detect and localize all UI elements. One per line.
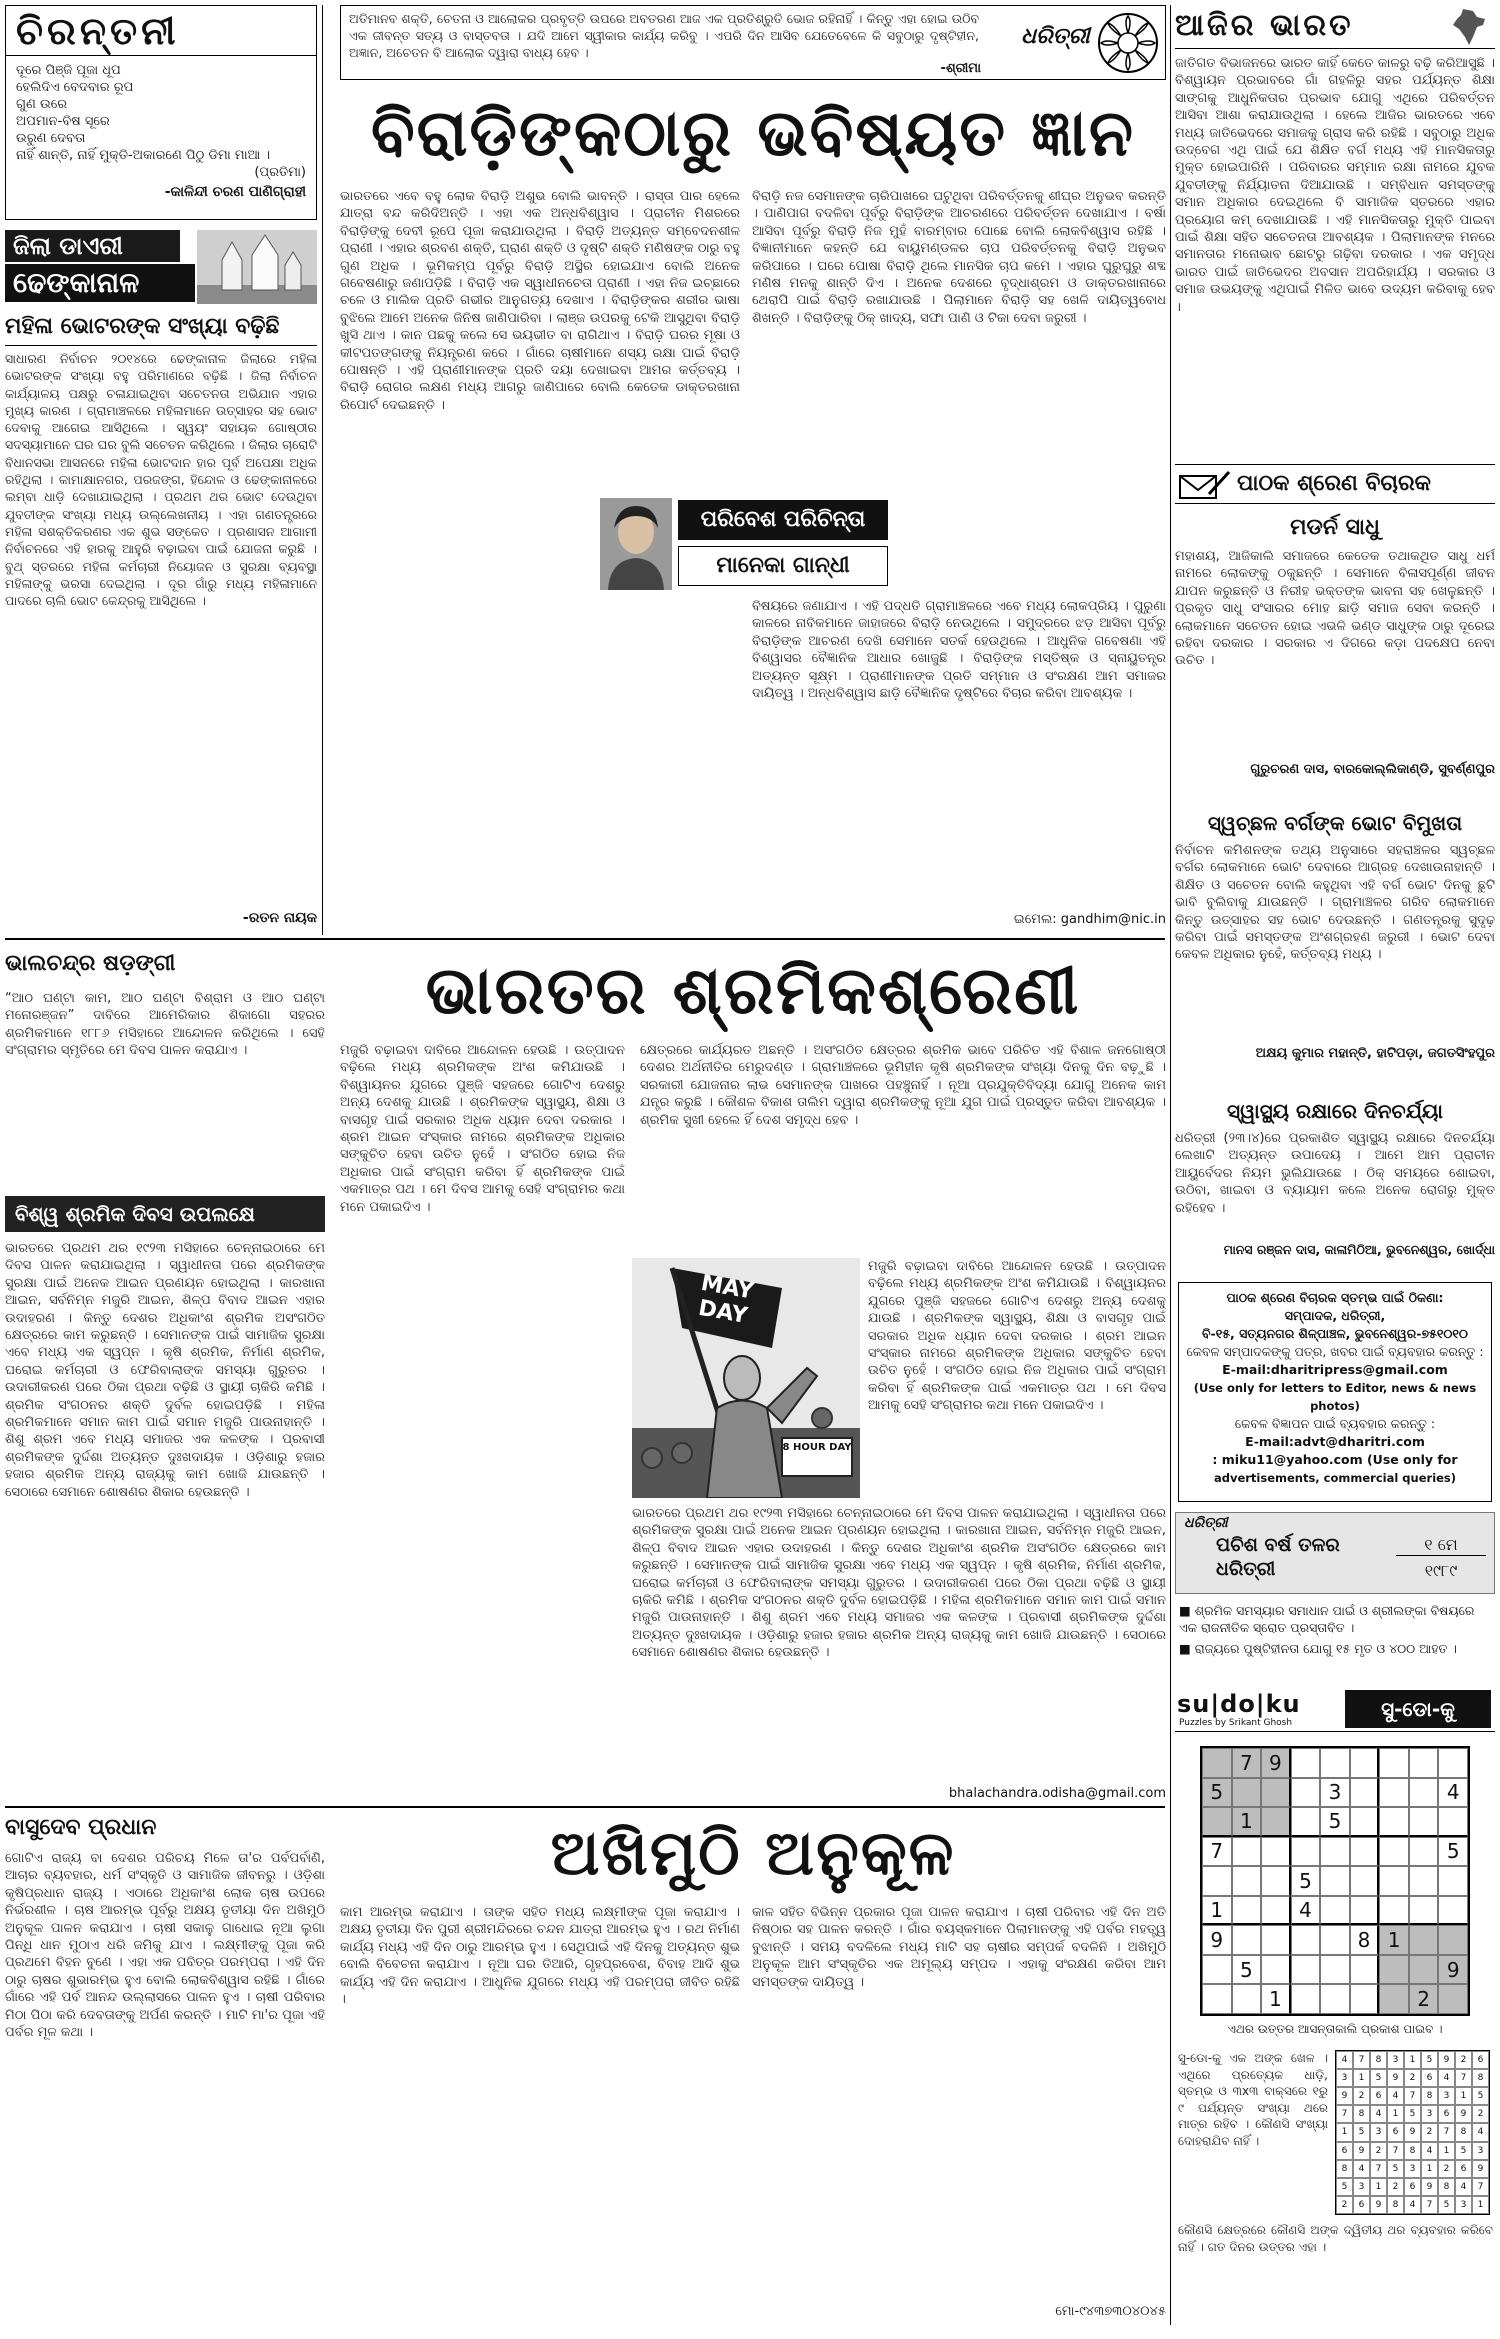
sudoku-answer-cell: 5 — [1353, 2123, 1370, 2141]
advt-email-link[interactable]: : miku11@yahoo.com (Use only for — [1212, 1452, 1458, 1467]
may-day-sign-text: 8 HOUR DAY — [782, 1442, 852, 1453]
sudoku-answer-cell: 7 — [1455, 2069, 1472, 2087]
chirantani-title: ଚିରନ୍ତନୀ — [6, 6, 316, 56]
letter-author: ମାନସ ରଞ୍ଜନ ଦାସ, କାଳାମିଠିଆ, ଭୁବନେଶ୍ୱର, ଖୋର୍ଦ୍ଧା — [1223, 1242, 1495, 1257]
sudoku-cell[interactable] — [1232, 1984, 1262, 2014]
sudoku-cell[interactable] — [1438, 1807, 1468, 1837]
envelope-pen-icon — [1179, 470, 1231, 500]
sudoku-cell[interactable] — [1409, 1866, 1439, 1896]
sudoku-answer-cell: 1 — [1336, 2123, 1353, 2141]
letter-health — [1175, 1096, 1495, 1271]
sudoku-answer-cell: 6 — [1336, 2142, 1353, 2160]
poem-line: ହେଲିଦିଏ ବେଦବାର ରୂପ — [16, 80, 134, 95]
sudoku-cell[interactable] — [1438, 1748, 1468, 1778]
sudoku-cell[interactable] — [1350, 1955, 1380, 1985]
poem-line: ଗୁଣ ଉରେ — [16, 97, 68, 112]
article3-col1: ଗୋଟିଏ ରାଜ୍ୟ ବା ଦେଶର ପରିଚୟ ମିଳେ ତା'ର ପର୍ବପର୍ବାଣି, ଆଚାର ବ୍ୟବହାର, ଧର୍ମ ସଂସ୍କୃତି ଓ ସାମାଜିକ ଜୀବନରୁ । ଓଡ଼ିଶା କୃଷିପ୍ରଧାନ ରାଜ୍ୟ । ଏଠାରେ ଅଧିକାଂଶ ଲୋକ ଚାଷ ଉପରେ ନିର୍ଭରଶୀଳ । ଚାଷ ଆରମ୍ଭ ପୂର୍ବରୁ ଅକ୍ଷୟ ତୃତୀୟା ଦିନ ଅଖିମୁଠି ଅନୁକୂଳ ପାଳନ କରାଯାଏ । ଚାଷୀ ସକାଳୁ ଗାଧୋଇ ନୂଆ ଲୁଗା ପିନ୍ଧି ଧାନ ମୁଠାଏ ଧରି ଜମିକୁ ଯାଏ । ଲକ୍ଷ୍ମୀଙ୍କୁ ପୂଜା କରି ପ୍ରଥମେ ବିହନ ବୁଣେ । ଏହା ଏକ ପବିତ୍ର ପରମ୍ପରା । ଏହି ଦିନ ଠାରୁ ଚାଷର ଶୁଭାରମ୍ଭ ହୁଏ ବୋଲି ଲୋକବିଶ୍ୱାସ ରହିଛି । ଗାଁରେ ଗାଁରେ ଏହି ପର୍ବ ଆନନ୍ଦ ଉଲ୍ଲାସରେ ପାଳନ ହୁଏ । ଚାଷୀ ପରିବାର ମିଠା ପିଠା କରି ଦେବତାଙ୍କୁ ଅର୍ପଣ କରନ୍ତି । ମାଟି ମା'ର ପୂଜା ଏହି ପର୍ବର ମୂଳ କଥା । — [5, 1851, 325, 2041]
sudoku-answer-cell: 2 — [1387, 2178, 1404, 2196]
poem-line: ଦୂରେ ପିଞ୍ଜି ପୂଜା ଧୂପ — [16, 63, 121, 78]
sudoku-cell[interactable] — [1232, 1896, 1262, 1926]
ajira-bharat-body: ଜାତିଗତ ବିଭାଜନରେ ଭାରତ କାହିଁ କେତେ କାଳରୁ ବଢ଼ି କରିଆସୁଛି । ବିଶ୍ୱାୟନ ପ୍ରଭାବରେ ଗାଁ ଗହଳିରୁ ସହର ପର୍ଯ୍ୟନ୍ତ ଶିକ୍ଷା ସାଙ୍ଗକୁ ଆଧୁନିକତାର ପ୍ରଭାବ ଯୋଗୁ ଏଥିରେ ପରିବର୍ତ୍ତନ ଆସିବା ଆଶା କରାଯାଉଥିଲା । ହେଲେ ଆଜିର ଭାରତରେ ଏବେ ମଧ୍ୟ ଜାତିଭେଦରେ ସମାଜକୁ ଗ୍ରାସ କରି ରହିଛି । ସବୁଠାରୁ ଅଧିକ ଉଦ୍ବେଗ ଏଥି ପାଇଁ ଯେ ଶିକ୍ଷିତ ବର୍ଗ ମଧ୍ୟ ଏହି ମାନସିକତାରୁ ମୁକ୍ତ ହୋଇପାରିନି । ପରିବାରର ସମ୍ମାନ ରକ୍ଷା ନାମରେ ଯୁବକ ଯୁବତୀଙ୍କୁ ନିର୍ଯ୍ୟାତନା ଦିଆଯାଉଛି । ସମ୍ବିଧାନ ସମସ୍ତଙ୍କୁ ସମାନ ଅଧିକାର ଦେଇଥିଲେ ବି ସାମାଜିକ ସ୍ତରରେ ଏହାର ପ୍ରୟୋଗ କମ୍ ଦେଖାଯାଉଛି । ଏହି ମାନସିକତାରୁ ମୁକ୍ତି ପାଇବା ପାଇଁ ଶିକ୍ଷା ସହିତ ସଚେତନତା ଆବଶ୍ୟକ । ପିଲାମାନଙ୍କ ମନରେ ସମାନତାର ମନୋଭାବ ଛୋଟରୁ ଗଢ଼ିବା ଦରକାର । ଏକ ସମୃଦ୍ଧ ଭାରତ ପାଇଁ ଜାତିଭେଦର ଅବସାନ ଅପରିହାର୍ଯ୍ୟ । ସରକାର ଓ ସମାଜ ଉଭୟଙ୍କୁ ଏଥିପାଇଁ ମିଳିତ ଭାବେ ଉଦ୍ୟମ କରିବାକୁ ହେବ । — [1175, 56, 1495, 315]
sudoku-answer-cell: 6 — [1404, 2178, 1421, 2196]
sudoku-answer-cell: 5 — [1421, 2051, 1438, 2069]
sudoku-byline: Puzzles by Srikant Ghosh — [1179, 1718, 1293, 1728]
letter-title: ସ୍ୱାସ୍ଥ୍ୟ ରକ୍ଷାରେ ଦିନଚର୍ଯ୍ୟା — [1227, 1099, 1443, 1123]
sudoku-answer-cell: 6 — [1421, 2069, 1438, 2087]
sudoku-cell[interactable]: 5 — [1291, 1866, 1321, 1896]
sudoku-cell[interactable] — [1409, 1837, 1439, 1867]
sudoku-cell[interactable]: 3 — [1320, 1778, 1350, 1808]
column-badge — [600, 498, 890, 590]
sudoku-cell[interactable]: 9 — [1438, 1955, 1468, 1985]
sudoku-cell[interactable] — [1291, 1807, 1321, 1837]
quote-author: -ଶ୍ରୀମା — [940, 61, 981, 76]
sudoku-cell[interactable] — [1202, 1866, 1232, 1896]
sudoku-answer-cell: 3 — [1404, 2160, 1421, 2178]
sudoku-cell[interactable] — [1320, 1984, 1350, 2014]
sudoku-cell[interactable]: 4 — [1438, 1778, 1468, 1808]
sudoku-cell[interactable]: 4 — [1291, 1896, 1321, 1926]
sudoku-answer-cell: 2 — [1404, 2069, 1421, 2087]
sudoku-cell[interactable] — [1261, 1778, 1291, 1808]
ajira-bharat-header — [1175, 5, 1495, 49]
sudoku-answer-cell: 2 — [1353, 2087, 1370, 2105]
poem-line: ଅପମାନ-ବିଷ ସୂରେ — [16, 114, 110, 129]
sudoku-cell[interactable] — [1379, 1748, 1409, 1778]
sudoku-answer-cell: 4 — [1387, 2087, 1404, 2105]
anniversary-item-text: ଶ୍ରମିକ ସମସ୍ୟାର ସମାଧାନ ପାଇଁ ଓ ଶ୍ରୀଲଙ୍କା ବିଷୟରେ ଏକ ରାଜନୀତିକ ସ୍ରୋତ ପ୍ରସ୍ତାବିତ । — [1179, 1603, 1475, 1635]
sudoku-answer-cell: 5 — [1387, 2160, 1404, 2178]
article1-headline: ବିରାଡ଼ିଙ୍କଠାରୁ ଭବିଷ୍ୟତ ଜ୍ଞାନ — [371, 97, 1135, 171]
sudoku-cell[interactable] — [1350, 1837, 1380, 1867]
sudoku-answer-cell: 6 — [1438, 2105, 1455, 2123]
sudoku-answer-cell: 1 — [1438, 2142, 1455, 2160]
sudoku-cell[interactable] — [1202, 1748, 1232, 1778]
sudoku-cell[interactable] — [1379, 1807, 1409, 1837]
pathak-header — [1175, 464, 1495, 504]
author-photo — [600, 498, 672, 590]
sudoku-answer-cell: 3 — [1455, 2196, 1472, 2214]
sudoku-answer-cell: 8 — [1421, 2087, 1438, 2105]
sudoku-answer-cell: 7 — [1353, 2051, 1370, 2069]
sudoku-cell[interactable] — [1232, 1925, 1262, 1955]
sudoku-brand: su|do|ku — [1177, 1690, 1301, 1718]
sudoku-cell[interactable] — [1350, 1866, 1380, 1896]
address-line: କେବଳ ସମ୍ପାଦକଙ୍କୁ ପତ୍ର, ଖବର ପାଇଁ ବ୍ୟବହାର କରନ୍ତୁ : — [1186, 1344, 1484, 1359]
sudoku-cell[interactable] — [1261, 1837, 1291, 1867]
sudoku-answer-cell: 1 — [1353, 2069, 1370, 2087]
sudoku-answer-cell: 1 — [1404, 2051, 1421, 2069]
sudoku-cell[interactable] — [1320, 1955, 1350, 1985]
author-name: ମାନେକା ଗାନ୍ଧୀ — [678, 546, 888, 586]
sudoku-answer-cell: 2 — [1455, 2051, 1472, 2069]
sudoku-answer-cell: 5 — [1370, 2069, 1387, 2087]
sudoku-cell[interactable] — [1350, 1748, 1380, 1778]
sudoku-cell[interactable] — [1320, 1748, 1350, 1778]
sudoku-cell[interactable] — [1438, 1925, 1468, 1955]
temple-photo — [197, 230, 317, 304]
sudoku-answer-cell: 1 — [1472, 2196, 1489, 2214]
sudoku-cell[interactable] — [1379, 1837, 1409, 1867]
sudoku-answer-cell: 7 — [1438, 2123, 1455, 2141]
chirantani-box — [5, 5, 317, 220]
article2-col3b: ମଜୁରି ବଢ଼ାଇବା ଦାବିରେ ଆନ୍ଦୋଳନ ହେଉଛି । ଉତ୍ପାଦନ ବଢ଼ିଲେ ମଧ୍ୟ ଶ୍ରମିକଙ୍କ ଅଂଶ କମିଯାଉଛି । ବିଶ୍ୱାୟନର ଯୁଗରେ ପୁଞ୍ଜି ସହଜରେ ଗୋଟିଏ ଦେଶରୁ ଅନ୍ୟ ଦେଶକୁ ଯାଉଛି । ଶ୍ରମିକଙ୍କ ସ୍ୱାସ୍ଥ୍ୟ, ଶିକ୍ଷା ଓ ବାସଗୃହ ପାଇଁ ସରକାର ଅଧିକ ଧ୍ୟାନ ଦେବା ଦରକାର । ଶ୍ରମ ଆଇନ ସଂସ୍କାର ନାମରେ ଶ୍ରମିକଙ୍କ ଅଧିକାର ସଙ୍କୁଚିତ ହେବା ଉଚିତ ନୁହେଁ । ସଂଗଠିତ ହୋଇ ନିଜ ଅଧିକାର ପାଇଁ ସଂଗ୍ରାମ କରିବା ହିଁ ଶ୍ରମିକଙ୍କ ପାଇଁ ଏକମାତ୍ର ପଥ । ମେ ଦିବସ ଆମକୁ ସେହି ସଂଗ୍ରାମର କଥା ମନେ ପକାଇଦିଏ । — [868, 1259, 1166, 1414]
ajira-bharat-title: ଆଜିର ଭାରତ — [1175, 8, 1354, 43]
sudoku-cell[interactable] — [1261, 1807, 1291, 1837]
letter-body: ନିର୍ବାଚନ କମିଶନଙ୍କ ତଥ୍ୟ ଅନୁସାରେ ସହରାଞ୍ଚଳର ସ୍ୱଚ୍ଛଳ ବର୍ଗର ଲୋକମାନେ ଭୋଟ ଦେବାରେ ଆଗ୍ରହ ଦେଖାଉନାହାନ୍ତି । ଶିକ୍ଷିତ ଓ ସଚେତନ ବୋଲି କହୁଥିବା ଏହି ବର୍ଗ ଭୋଟ ଦିନକୁ ଛୁଟି ଭାବି ବୁଲିବାକୁ ଯାଉଛନ୍ତି । ଗ୍ରାମାଞ୍ଚଳର ଗରିବ ଲୋକମାନେ କିନ୍ତୁ ଉତ୍ସାହର ସହ ଭୋଟ ଦେଉଛନ୍ତି । ଗଣତନ୍ତ୍ରକୁ ସୁଦୃଢ଼ କରିବା ପାଇଁ ସମସ୍ତଙ୍କ ଅଂଶଗ୍ରହଣ ଜରୁରୀ । ଭୋଟ ଦେବା କେବଳ ଅଧିକାର ନୁହେଁ, କର୍ତ୍ତବ୍ୟ ମଧ୍ୟ । — [1175, 843, 1495, 963]
sudoku-answer-cell: 7 — [1421, 2196, 1438, 2214]
mahila-headline: ମହିଳା ଭୋଟରଙ୍କ ସଂଖ୍ୟା ବଢ଼ିଛି — [5, 312, 317, 346]
sudoku-answer-cell: 4 — [1421, 2142, 1438, 2160]
sudoku-answer-cell: 2 — [1370, 2142, 1387, 2160]
sudoku-cell[interactable] — [1232, 1778, 1262, 1808]
sudoku-cell[interactable] — [1350, 1778, 1380, 1808]
article3-col2: କାମ ଆରମ୍ଭ କରାଯାଏ । ତାଙ୍କ ସହିତ ମଧ୍ୟ ଲକ୍ଷ୍ମୀଙ୍କ ପୂଜା କରାଯାଏ । ଅକ୍ଷୟ ତୃତୀୟା ଦିନ ପୁରୀ ଶ୍ରୀମନ୍ଦିରରେ ଚନ୍ଦନ ଯାତ୍ରା ଆରମ୍ଭ ହୁଏ । ରଥ ନିର୍ମାଣ କାର୍ଯ୍ୟ ମଧ୍ୟ ଏହି ଦିନ ଠାରୁ ଆରମ୍ଭ ହୁଏ । ସେଥିପାଇଁ ଏହି ଦିନକୁ ଅତ୍ୟନ୍ତ ଶୁଭ ବୋଲି ବିବେଚନା କରାଯାଏ । ନୂଆ ଘର ତିଆରି, ଗୃହପ୍ରବେଶ, ବିବାହ ଆଦି ଶୁଭ କାର୍ଯ୍ୟ ଏହି ଦିନ କରାଯାଏ । ଆଧୁନିକ ଯୁଗରେ ମଧ୍ୟ ଏହି ପରମ୍ପରା ଜୀବିତ ରହିଛି । — [340, 1905, 740, 2008]
poem-line: (ପ୍ରତିମା) — [254, 165, 306, 180]
mahila-author: -ରତନ ନାୟକ — [242, 910, 317, 926]
sudoku-answer-cell: 4 — [1370, 2105, 1387, 2123]
sudoku-cell[interactable] — [1350, 1807, 1380, 1837]
article1-email: ଇମେଲ: gandhim@nic.in — [1013, 912, 1166, 927]
letter-title: ମଡର୍ନ ସାଧୁ — [1290, 515, 1380, 540]
anniversary-box — [1175, 1512, 1495, 1672]
sudoku-answer-cell: 8 — [1472, 2069, 1489, 2087]
sudoku-cell[interactable]: 5 — [1320, 1807, 1350, 1837]
sudoku-cell[interactable] — [1438, 1984, 1468, 2014]
sudoku-cell[interactable] — [1379, 1778, 1409, 1808]
sudoku-answer-cell: 3 — [1336, 2069, 1353, 2087]
sudoku-cell[interactable]: 8 — [1350, 1925, 1380, 1955]
sudoku-cell[interactable]: 1 — [1232, 1807, 1262, 1837]
sudoku-cell[interactable]: 7 — [1202, 1837, 1232, 1867]
article2-col3: କ୍ଷେତ୍ରରେ କାର୍ଯ୍ୟରତ ଅଛନ୍ତି । ଅସଂଗଠିତ କ୍ଷେତ୍ରର ଶ୍ରମିକ ଭାବେ ପରିଚିତ ଏହି ବିଶାଳ ଜନଗୋଷ୍ଠୀ ଦେଶର ଅର୍ଥନୀତିର ମେରୁଦଣ୍ଡ । ଗ୍ରାମାଞ୍ଚଳରେ ଭୂମିହୀନ କୃଷି ଶ୍ରମିକଙ୍କ ସଂଖ୍ୟା ଦିନକୁ ଦିନ ବଢ଼ୁଛି । ସରକାରୀ ଯୋଜନାର ଲାଭ ସେମାନଙ୍କ ପାଖରେ ପହଞ୍ଚୁନାହିଁ । ନୂଆ ପ୍ରଯୁକ୍ତିବିଦ୍ୟା ଯୋଗୁ ଅନେକ କାମ ଯନ୍ତ୍ର କରୁଛି । କୌଶଳ ବିକାଶ ତାଲିମ ଦ୍ୱାରା ଶ୍ରମିକଙ୍କୁ ନୂଆ ଯୁଗ ପାଇଁ ପ୍ରସ୍ତୁତ କରିବା ଆବଶ୍ୟକ । ଶ୍ରମିକ ସୁଖୀ ହେଲେ ହିଁ ଦେଶ ସମୃଦ୍ଧ ହେବ । — [640, 1043, 1166, 1128]
sudoku-answer-cell: 1 — [1421, 2160, 1438, 2178]
sudoku-answer-cell: 5 — [1472, 2087, 1489, 2105]
sudoku-answer-cell: 5 — [1404, 2105, 1421, 2123]
sudoku-cell[interactable] — [1320, 1866, 1350, 1896]
sudoku-cell[interactable] — [1409, 1748, 1439, 1778]
district-name: ଢେଙ୍କାନାଳ — [5, 264, 195, 302]
anniversary-item: ■ ଶ୍ରମିକ ସମସ୍ୟାର ସମାଧାନ ପାଇଁ ଓ ଶ୍ରୀଲଙ୍କା ବିଷୟରେ ଏକ ରାଜନୀତିକ ସ୍ରୋତ ପ୍ରସ୍ତାବିତ । — [1179, 1603, 1475, 1635]
sudoku-cell[interactable] — [1350, 1896, 1380, 1926]
sudoku-answer-cell: 2 — [1421, 2123, 1438, 2141]
anniversary-brand: ଧରିତ୍ରୀ — [1184, 1515, 1228, 1531]
sudoku-cell[interactable] — [1261, 1866, 1291, 1896]
divider-vertical — [322, 5, 323, 935]
sudoku-answer-cell: 9 — [1421, 2178, 1438, 2196]
advt-email-link[interactable]: E-mail:advt@dharitri.com — [1245, 1434, 1425, 1449]
article3-headline: ଅଖିମୁଠି ଅନୁକୂଳ — [550, 1816, 956, 1889]
anniversary-item-text: ରାଜ୍ୟରେ ପୁଷ୍ଟିହୀନତା ଯୋଗୁ ୧୫ ମୃତ ଓ ୪୦୦ ଆହତ । — [1194, 1641, 1458, 1656]
article3-phone: ମୋ-୯୪୩୭୩୦୪୦୪୫ — [1055, 2304, 1166, 2319]
sudoku-cell[interactable] — [1409, 1955, 1439, 1985]
sudoku-answer-cell: 8 — [1455, 2123, 1472, 2141]
sudoku-cell[interactable] — [1409, 1778, 1439, 1808]
letter-body: ମହାଶୟ, ଆଜିକାଲି ସମାଜରେ କେତେକ ତଥାକଥିତ ସାଧୁ ଧର୍ମ ନାମରେ ଲୋକଙ୍କୁ ଠକୁଛନ୍ତି । ସେମାନେ ବିଳାସପୂର୍ଣ୍ଣ ଜୀବନ ଯାପନ କରୁଛନ୍ତି ଓ ନିରୀହ ଭକ୍ତଙ୍କ ଭାବନା ସହ ଖେଳୁଛନ୍ତି । ପ୍ରକୃତ ସାଧୁ ସଂସାରର ମୋହ ଛାଡ଼ି ସମାଜ ସେବା କରନ୍ତି । ଲୋକମାନେ ସଚେତନ ହୋଇ ଏଭଳି ଭଣ୍ଡ ସାଧୁଙ୍କ ଠାରୁ ଦୂରେଇ ରହିବା ଦରକାର । ସରକାର ଏ ଦିଗରେ କଡ଼ା ପଦକ୍ଷେପ ନେବା ଉଚିତ । — [1175, 549, 1495, 669]
sudoku-answer-cell: 6 — [1353, 2196, 1370, 2214]
sudoku-cell[interactable] — [1261, 1925, 1291, 1955]
sudoku-answer-cell: 6 — [1455, 2160, 1472, 2178]
sudoku-cell[interactable] — [1379, 1866, 1409, 1896]
poem-author: -କାଳିନ୍ଦୀ ଚରଣ ପାଣିଗ୍ରାହୀ — [164, 184, 306, 200]
sudoku-cell[interactable] — [1438, 1866, 1468, 1896]
letter-author: ଅକ୍ଷୟ କୁମାର ମହାନ୍ତି, ହାଟିପଡ଼ା, ଜଗତସିଂହପୁର — [1255, 1046, 1495, 1061]
india-map-icon — [1449, 7, 1489, 47]
letter-author: ଗୁରୁଚରଣ ଦାସ, ବାରକୋଲ୍ଲିକାଣ୍ଡି, ସୁବର୍ଣ୍ଣପୁର — [1250, 762, 1495, 777]
sudoku-cell[interactable] — [1409, 1807, 1439, 1837]
sudoku-answer-cell: 4 — [1472, 2123, 1489, 2141]
sudoku-answer-cell: 8 — [1387, 2196, 1404, 2214]
sudoku-footer: କୌଣସି କ୍ଷେତ୍ରରେ କୌଣସି ଅଙ୍କ ଦ୍ୱିତୀୟ ଥର ବ୍ୟବହାର କରିବେ ନାହିଁ । ଗତ ଦିନର ଉତ୍ତର ଏହା । — [1178, 2223, 1493, 2254]
anniversary-banner — [1175, 1512, 1495, 1594]
sudoku-cell[interactable] — [1291, 1925, 1321, 1955]
sudoku-answer-cell: 2 — [1438, 2160, 1455, 2178]
sudoku-cell[interactable] — [1202, 1955, 1232, 1985]
sudoku-cell[interactable] — [1291, 1778, 1321, 1808]
poem-line: ନାହିଁ ଶାନ୍ତି, ନାହିଁ ମୁକ୍ତି-ଅକାରଣେ ପିଠୁ ଡିମା ମାଆ । — [16, 148, 271, 163]
divider-horizontal — [5, 938, 1165, 940]
sudoku-cell[interactable] — [1291, 1837, 1321, 1867]
sudoku-answer-cell: 4 — [1336, 2051, 1353, 2069]
sudoku-cell[interactable] — [1291, 1984, 1321, 2014]
editor-email-link[interactable]: E-mail:dharitripress@gmail.com — [1222, 1362, 1448, 1377]
sudoku-answer-cell: 8 — [1370, 2051, 1387, 2069]
address-line: ସମ୍ପାଦକ, ଧରିତ୍ରୀ, — [1284, 1308, 1386, 1323]
sudoku-answer-cell: 9 — [1438, 2051, 1455, 2069]
sudoku-answer-cell: 3 — [1370, 2123, 1387, 2141]
sudoku-answer-cell: 7 — [1336, 2105, 1353, 2123]
pathak-title: ପାଠକ ଶ୍ରେଣ ବିଚାରକ — [1237, 471, 1431, 496]
article1-col2: ବିରାଡ଼ି ନଜ ସେମାନଙ୍କ ଚାରିପାଖରେ ଘଟୁଥିବା ପରିବର୍ତ୍ତନକୁ ଶୀଘ୍ର ଅନୁଭବ କରନ୍ତି । ପାଣିପାଗ ବଦଳିବା ପୂର୍ବରୁ ବିରାଡ଼ିଙ୍କ ଆଚରଣରେ ପରିବର୍ତ୍ତନ ଦେଖାଯାଏ । ବର୍ଷା ଆସିବା ପୂର୍ବରୁ ବିରାଡ଼ି ନିଜ ମୁହଁ ବାରମ୍ବାର ପୋଛେ ବୋଲି ଲୋକବିଶ୍ୱାସ ରହିଛି । ବିଜ୍ଞାନୀମାନେ କହନ୍ତି ଯେ ବାୟୁମଣ୍ଡଳର ଚାପ ପରିବର୍ତ୍ତନକୁ ବିରାଡ଼ି ଅନୁଭବ କରିପାରେ । ଘରେ ପୋଷା ବିରାଡ଼ି ଥିଲେ ମାନସିକ ଚାପ କମେ । ଏହାର ଘୁରୁଘୁରୁ ଶବ୍ଦ ମଣିଷ ମନକୁ ଶାନ୍ତି ଦିଏ । ଅନେକ ଦେଶରେ ବୃଦ୍ଧାଶ୍ରମ ଓ ଡାକ୍ତରଖାନାରେ ଥେରାପି ପାଇଁ ବିରାଡ଼ି ରଖାଯାଉଛି । ପିଲାମାନେ ବିରାଡ଼ି ସହ ଖେଳି ଦାୟିତ୍ୱବୋଧ ଶିଖନ୍ତି । ବିରାଡ଼ିଙ୍କୁ ଠିକ୍ ଖାଦ୍ୟ, ସଫା ପାଣି ଓ ଟିକା ଦେବା ଜରୁରୀ । — [752, 189, 1166, 326]
sudoku-answer-cell: 2 — [1336, 2196, 1353, 2214]
sudoku-answer-cell: 4 — [1455, 2178, 1472, 2196]
poem-line: ଉରୁଣ ଦେବତା — [16, 131, 86, 146]
article3-byline: ବାସୁଦେବ ପ୍ରଧାନ — [5, 1815, 157, 1840]
sudoku-cell[interactable]: 5 — [1438, 1837, 1468, 1867]
mahila-article — [5, 312, 317, 932]
sudoku-cell[interactable] — [1379, 1896, 1409, 1926]
sudoku-answer-cell: 6 — [1387, 2123, 1404, 2141]
sudoku-answer-cell: 3 — [1438, 2087, 1455, 2105]
mahila-body: ସାଧାରଣ ନିର୍ବାଚନ ୨୦୧୪ରେ ଢେଙ୍କାନାଳ ଜିଲାରେ ମହିଳା ଭୋଟରଙ୍କ ସଂଖ୍ୟା ବହୁ ପରିମାଣରେ ବଢ଼ିଛି । ଜିଲା ନିର୍ବାଚନ କାର୍ଯ୍ୟାଳୟ ପକ୍ଷରୁ ଚଳାଯାଇଥିବା ସଚେତନତା ଅଭିଯାନ ଏହାର ମୁଖ୍ୟ କାରଣ । ଗ୍ରାମାଞ୍ଚଳରେ ମହିଳାମାନେ ଉତ୍ସାହର ସହ ଭୋଟ ଦେବାକୁ ଆଗେଇ ଆସିଥିଲେ । ସ୍ୱୟଂ ସହାୟକ ଗୋଷ୍ଠୀର ସଦସ୍ୟାମାନେ ଘର ଘର ବୁଲି ସଚେତନ କରିଥିଲେ । ଜିଲାର ଚାରୋଟି ବିଧାନସଭା ଆସନରେ ମହିଳା ଭୋଟଦାନ ହାର ପୂର୍ବ ଅପେକ୍ଷା ଅଧିକ ରହିଥିଲା । କାମାକ୍ଷାନଗର, ପରଜଙ୍ଗ, ହିନ୍ଦୋଳ ଓ ଢେଙ୍କାନାଳରେ ଲମ୍ବା ଧାଡ଼ି ଦେଖାଯାଇଥିଲା । ପ୍ରଥମ ଥର ଭୋଟ ଦେଉଥିବା ଯୁବତୀଙ୍କ ସଂଖ୍ୟା ମଧ୍ୟ ଉଲ୍ଲେଖନୀୟ । ଏହା ଗଣତନ୍ତ୍ରରେ ମହିଳା ସଶକ୍ତିକରଣର ଏକ ଶୁଭ ସଙ୍କେତ । ପ୍ରଶାସନ ଆଗାମୀ ନିର୍ବାଚନରେ ଏହି ହାରକୁ ଆହୁରି ବଢ଼ାଇବା ପାଇଁ ଯୋଜନା କରୁଛି । ବୁଥ୍ ସ୍ତରରେ ମହିଳା କର୍ମଚାରୀ ନିୟୋଜନ ଓ ସୁରକ୍ଷା ବ୍ୟବସ୍ଥା ମହିଳାଙ୍କୁ ଭରସା ଦେଇଥିଲା । ଦୂର ଗାଁରୁ ମଧ୍ୟ ମହିଳାମାନେ ପାଦରେ ଚାଲି ଭୋଟ କେନ୍ଦ୍ରକୁ ଆସିଥିଲେ । — [5, 351, 317, 609]
sudoku-cell[interactable]: 1 — [1261, 1984, 1291, 2014]
sudoku-cell[interactable]: 1 — [1202, 1896, 1232, 1926]
anniversary-year: ୧୯୮୯ — [1424, 1561, 1458, 1580]
sudoku-cell[interactable] — [1232, 1837, 1262, 1867]
sudoku-cell[interactable] — [1320, 1925, 1350, 1955]
sudoku-answer-cell: 9 — [1370, 2196, 1387, 2214]
sudoku-cell[interactable]: 1 — [1379, 1925, 1409, 1955]
sudoku-answer-cell: 5 — [1455, 2142, 1472, 2160]
sudoku-cell[interactable] — [1261, 1896, 1291, 1926]
sudoku-answer-cell: 7 — [1387, 2142, 1404, 2160]
sudoku-answer-cell: 8 — [1353, 2105, 1370, 2123]
sudoku-cell[interactable] — [1350, 1984, 1380, 2014]
jila-diary-header — [5, 230, 317, 306]
sudoku-answer-cell: 3 — [1387, 2051, 1404, 2069]
sudoku-cell[interactable] — [1202, 1807, 1232, 1837]
sudoku-answer-cell: 8 — [1438, 2178, 1455, 2196]
sudoku-answer-cell: 9 — [1455, 2105, 1472, 2123]
quote-box — [340, 5, 1166, 80]
divider-vertical — [1170, 5, 1171, 2325]
sudoku-answer-cell: 4 — [1404, 2196, 1421, 2214]
sudoku-answer-cell: 8 — [1336, 2160, 1353, 2178]
sudoku-cell[interactable] — [1379, 1984, 1409, 2014]
anniversary-title: ପଚିଶ ବର୍ଷ ତଳର ଧରିତ୍ରୀ — [1216, 1534, 1340, 1580]
sudoku-cell[interactable] — [1409, 1925, 1439, 1955]
sudoku-answer-cell: 3 — [1421, 2105, 1438, 2123]
sudoku-cell[interactable]: 7 — [1232, 1748, 1262, 1778]
jila-diary-label: ଜିଲା ଡାଏରୀ — [5, 230, 180, 262]
sudoku-answer-cell: 8 — [1404, 2142, 1421, 2160]
sudoku-cell[interactable] — [1291, 1748, 1321, 1778]
sudoku-cell[interactable] — [1202, 1984, 1232, 2014]
sudoku-answer-cell: 9 — [1387, 2069, 1404, 2087]
sudoku-note: ଏଥର ଉତ୍ତର ଆସନ୍ତାକାଲି ପ୍ରକାଶ ପାଇବ । — [1227, 2022, 1443, 2036]
may-day-flag-text: MAY DAY — [696, 1270, 756, 1329]
anniversary-date: ୧ ମେ — [1396, 1535, 1486, 1556]
article2-col4: ଭାରତରେ ପ୍ରଥମ ଥର ୧୯୨୩ ମସିହାରେ ଚେନ୍ନାଇଠାରେ ମେ ଦିବସ ପାଳନ କରାଯାଇଥିଲା । ସ୍ୱାଧୀନତା ପରେ ଶ୍ରମିକଙ୍କ ସୁରକ୍ଷା ପାଇଁ ଅନେକ ଆଇନ ପ୍ରଣୟନ ହୋଇଥିଲା । କାରଖାନା ଆଇନ, ସର୍ବନିମ୍ନ ମଜୁରି ଆଇନ, ଶିଳ୍ପ ବିବାଦ ଆଇନ ଏହାର ଉଦାହରଣ । କିନ୍ତୁ ଦେଶର ଅଧିକାଂଶ ଶ୍ରମିକ ଅସଂଗଠିତ କ୍ଷେତ୍ରରେ କାମ କରୁଛନ୍ତି । ସେମାନଙ୍କ ପାଇଁ ସାମାଜିକ ସୁରକ୍ଷା ଏବେ ମଧ୍ୟ ଏକ ସ୍ୱପ୍ନ । କୃଷି ଶ୍ରମିକ, ନିର୍ମାଣ ଶ୍ରମିକ, ଘରୋଇ କର୍ମଚାରୀ ଓ ଫେରିବାଲାଙ୍କ ସମସ୍ୟା ଗୁରୁତର । ଉଦାରୀକରଣ ପରେ ଠିକା ପ୍ରଥା ବଢ଼ିଛି ଓ ସ୍ଥାୟୀ ଚାକିରି କମିଛି । ଶ୍ରମିକ ସଂଗଠନର ଶକ୍ତି ଦୁର୍ବଳ ହୋଇପଡ଼ିଛି । ମହିଳା ଶ୍ରମିକମାନେ ସମାନ କାମ ପାଇଁ ସମାନ ମଜୁରି ପାଉନାହାନ୍ତି । ଶିଶୁ ଶ୍ରମ ଏବେ ମଧ୍ୟ ସମାଜର ଏକ କଳଙ୍କ । ପ୍ରବାସୀ ଶ୍ରମିକଙ୍କ ଦୁର୍ଦ୍ଦଶା ଅତ୍ୟନ୍ତ ଦୁଃଖଦାୟକ । ଓଡ଼ିଶାରୁ ହଜାର ହଜାର ଶ୍ରମିକ ଅନ୍ୟ ରାଜ୍ୟକୁ କାମ ଖୋଜି ଯାଉଛନ୍ତି । ସେଠାରେ ସେମାନେ ଶୋଷଣର ଶିକାର ହେଉଛନ୍ତି । — [632, 1506, 1166, 1661]
sudoku-cell[interactable]: 5 — [1202, 1778, 1232, 1808]
sudoku-answer-cell: 6 — [1472, 2051, 1489, 2069]
quote-brand: ଧରିତ୍ରୀ — [1021, 24, 1090, 49]
sudoku-cell[interactable] — [1409, 1896, 1439, 1926]
sudoku-answer-cell: 9 — [1336, 2087, 1353, 2105]
divider-horizontal — [5, 1806, 1165, 1808]
sudoku-answer-cell: 5 — [1336, 2178, 1353, 2196]
sudoku-cell[interactable] — [1232, 1866, 1262, 1896]
sudoku-answer-cell: 6 — [1370, 2087, 1387, 2105]
sudoku-grid[interactable] — [1200, 1746, 1470, 2016]
lotus-emblem-icon — [1096, 11, 1160, 75]
letter-modern-sadhu — [1175, 512, 1495, 802]
address-line: ପାଠକ ଶ୍ରେଣ ବିଚାରକ ସ୍ତମ୍ଭ ପାଇଁ ଠିକଣା: — [1226, 1290, 1444, 1305]
sudoku-cell[interactable]: 2 — [1409, 1984, 1439, 2014]
sudoku-answer-cell: 5 — [1438, 2196, 1455, 2214]
sudoku-cell[interactable] — [1438, 1896, 1468, 1926]
letter-title: ସ୍ୱଚ୍ଛଳ ବର୍ଗଙ୍କ ଭୋଟ ବିମୁଖତା — [1207, 811, 1463, 835]
sudoku-answer-cell: 7 — [1404, 2087, 1421, 2105]
quote-text: ଅତିମାନବ ଶକ୍ତି, ଚେତନା ଓ ଆଲୋକର ପ୍ରବୃତ୍ତି ଉପରେ ଅବତରଣ ଆଜ ଏକ ପ୍ରତିଶ୍ରୁତି ଭୋଜ ରହିନାହିଁ । କିନ୍ତୁ ଏହା ହୋଇ ଉଠିବ ଏକ ଜୀବନ୍ତ ସତ୍ୟ ଓ ବାସ୍ତବତା । ଯଦି ଆମେ ସ୍ୱୀକାର କାର୍ଯ୍ୟ କରିବୁ । ଏପରି ଦିନ ଆସିବ ଯେତେବେଳେ କି ସବୁଠାରୁ ଦୃଷ୍ଟିହୀନ, ଅଜ୍ଞାନ, ଅଚେତନ ବି ଆଲୋକ ଦ୍ୱାରା ବାଧ୍ୟ ହେବ । — [349, 11, 979, 60]
sudoku-title: ସୁ-ଡୋ-କୁ — [1345, 1690, 1491, 1728]
article2-byline: ଭାଲଚନ୍ଦ୍ର ଷଡ଼ଙ୍ଗୀ — [5, 951, 176, 976]
sudoku-answer-cell: 1 — [1387, 2105, 1404, 2123]
letter-body: ଧରିତ୍ରୀ (୨୩।୪)ରେ ପ୍ରକାଶିତ ସ୍ୱାସ୍ଥ୍ୟ ରକ୍ଷାରେ ଦିନଚର୍ଯ୍ୟା ଲେଖାଟି ଅତ୍ୟନ୍ତ ଉପାଦେୟ । ଆମେ ଆମ ପ୍ରାଚୀନ ଆୟୁର୍ବେଦର ନିୟମ ଭୁଲିଯାଉଛେ । ଠିକ୍ ସମୟରେ ଶୋଇବା, ଉଠିବା, ଖାଇବା ଓ ବ୍ୟାୟାମ କଲେ ଅନେକ ରୋଗରୁ ମୁକ୍ତ ରହିହେବ । — [1175, 1131, 1495, 1216]
sudoku-header — [1175, 1690, 1495, 1732]
address-box — [1178, 1282, 1492, 1502]
sudoku-answer-cell: 7 — [1370, 2160, 1387, 2178]
sudoku-answer-cell: 1 — [1370, 2178, 1387, 2196]
address-line: କେବଳ ବିଜ୍ଞାପନ ପାଇଁ ବ୍ୟବହାର କରନ୍ତୁ : — [1234, 1416, 1436, 1431]
sudoku-answer-cell: 9 — [1472, 2160, 1489, 2178]
article2-lead: “ଆଠ ଘଣ୍ଟା କାମ, ଆଠ ଘଣ୍ଟା ବିଶ୍ରାମ ଓ ଆଠ ଘଣ୍ଟା ମନୋରଞ୍ଜନ” ଦାବିରେ ଆମେରିକାର ଶିକାଗୋ ସହରର ଶ୍ରମିକମାନେ ୧୮୮୬ ମସିହାରେ ଆନ୍ଦୋଳନ କରିଥିଲେ । ସେହି ସଂଗ୍ରାମର ସ୍ମୃତିରେ ମେ ଦିବସ ପାଳନ କରାଯାଏ । — [5, 991, 325, 1059]
sudoku-answer-cell: 9 — [1353, 2142, 1370, 2160]
column-name: ପରିବେଶ ପରିଚିନ୍ତା — [678, 500, 888, 540]
sudoku-answer-cell: 3 — [1353, 2178, 1370, 2196]
article3-col3: କାଳ ସହିତ ବିଭିନ୍ନ ପ୍ରକାର ପୂଜା ପାଳନ କରାଯାଏ । ଚାଷୀ ପରିବାର ଏହି ଦିନ ଅତି ନିଷ୍ଠାର ସହ ପାଳନ କରନ୍ତି । ଗାଁର ବୟସ୍କମାନେ ପିଲାମାନଙ୍କୁ ଏହି ପର୍ବର ମହତ୍ତ୍ୱ ବୁଝାନ୍ତି । ସମୟ ବଦଳିଲେ ମଧ୍ୟ ମାଟି ସହ ଚାଷୀର ସମ୍ପର୍କ ବଦଳିନି । ଅଖିମୁଠି ଅନୁକୂଳ ଆମ ସଂସ୍କୃତିର ଏକ ଅମୂଲ୍ୟ ସମ୍ପଦ । ଏହାକୁ ସଂରକ୍ଷଣ କରିବା ଆମ ସମସ୍ତଙ୍କ ଦାୟିତ୍ୱ । — [752, 1905, 1166, 1990]
letter-voter-apathy — [1175, 808, 1495, 1088]
sudoku-instructions: ସୁ-ଡୋ-କୁ ଏକ ଅଙ୍କ ଖେଳ । ଏଥିରେ ପ୍ରତ୍ୟେକ ଧାଡ଼ି, ସ୍ତମ୍ଭ ଓ ୩x୩ ବାକ୍ସରେ ୧ରୁ ୯ ପର୍ଯ୍ୟନ୍ତ ସଂଖ୍ୟା ଥରେ ମାତ୍ର ରହିବ । କୌଣସି ସଂଖ୍ୟା ଦୋହରାଯିବ ନାହିଁ । — [1178, 2051, 1328, 2148]
sudoku-answer-grid — [1335, 2050, 1490, 2215]
sudoku-answer-cell: 3 — [1472, 2142, 1489, 2160]
sudoku-cell[interactable] — [1320, 1837, 1350, 1867]
sudoku-cell[interactable] — [1291, 1955, 1321, 1985]
sudoku-cell[interactable]: 5 — [1232, 1955, 1262, 1985]
article2-headline: ଭାରତର ଶ୍ରମିକଶ୍ରେଣୀ — [425, 952, 1081, 1029]
sudoku-cell[interactable] — [1320, 1896, 1350, 1926]
anniversary-item: ■ ରାଜ୍ୟରେ ପୁଷ୍ଟିହୀନତା ଯୋଗୁ ୧୫ ମୃତ ଓ ୪୦୦ ଆହତ । — [1179, 1641, 1458, 1656]
article2-subhead: ବିଶ୍ୱ ଶ୍ରମିକ ଦିବସ ଉପଲକ୍ଷେ — [5, 1196, 325, 1232]
article1-col3: ବିଷୟରେ ଜଣାଯାଏ । ଏହି ପଦ୍ଧତି ଗ୍ରାମାଞ୍ଚଳରେ ଏବେ ମଧ୍ୟ ଲୋକପ୍ରିୟ । ପୁରୁଣା କାଳରେ ନାବିକମାନେ ଜାହାଜରେ ବିରାଡ଼ି ନେଉଥିଲେ । ସମୁଦ୍ରରେ ଝଡ଼ ଆସିବା ପୂର୍ବରୁ ବିରାଡ଼ିଙ୍କ ଆଚରଣ ଦେଖି ସେମାନେ ସତର୍କ ହେଉଥିଲେ । ଆଧୁନିକ ଗବେଷଣା ଏହି ବିଶ୍ୱାସର ବୈଜ୍ଞାନିକ ଆଧାର ଖୋଜୁଛି । ବିରାଡ଼ିଙ୍କ ମସ୍ତିଷ୍କ ଓ ସ୍ନାୟୁତନ୍ତ୍ର ଅତ୍ୟନ୍ତ ସୂକ୍ଷ୍ମ । ପ୍ରାଣୀମାନଙ୍କ ପ୍ରତି ସମ୍ମାନ ଓ ସଂରକ୍ଷଣ ଆମ ସମାଜର ଦାୟିତ୍ୱ । ଅନ୍ଧବିଶ୍ୱାସ ଛାଡ଼ି ବୈଜ୍ଞାନିକ ଦୃଷ୍ଟିରେ ବିଚାର କରିବା ଆବଶ୍ୟକ । — [752, 599, 1166, 702]
article1-col1: ଭାରତରେ ଏବେ ବହୁ ଲୋକ ବିରାଡ଼ି ଅଶୁଭ ବୋଲି ଭାବନ୍ତି । ରାସ୍ତା ପାର ହେଲେ ଯାତ୍ରା ବନ୍ଦ କରିଦିଅନ୍ତି । ଏହା ଏକ ଅନ୍ଧବିଶ୍ୱାସ । ପ୍ରାଚୀନ ମିଶରରେ ବିରାଡ଼ିଙ୍କୁ ଦେବୀ ରୂପେ ପୂଜା କରାଯାଉଥିଲା । ବିରାଡ଼ି ଅତ୍ୟନ୍ତ ସମ୍ବେଦନଶୀଳ ପ୍ରାଣୀ । ଏହାର ଶ୍ରବଣ ଶକ୍ତି, ଘ୍ରାଣ ଶକ୍ତି ଓ ଦୃଷ୍ଟି ଶକ୍ତି ମଣିଷଙ୍କ ଠାରୁ ବହୁ ଗୁଣ ଅଧିକ । ଭୂମିକମ୍ପ ପୂର୍ବରୁ ବିରାଡ଼ି ଅସ୍ଥିର ହୋଇଯାଏ ବୋଲି ଅନେକ ଗବେଷଣାରୁ ଜଣାପଡ଼ିଛି । ବିରାଡ଼ି ଏକ ସ୍ୱାଧୀନଚେତା ପ୍ରାଣୀ । ଏହା ନିଜ ଇଚ୍ଛାରେ ଚଳେ ଓ ମାଲିକ ପ୍ରତି ଗଭୀର ଆନୁଗତ୍ୟ ଦେଖାଏ । ବିରାଡ଼ିଙ୍କର ଶରୀର ଭାଷା ବୁଝିଲେ ଆମେ ଅନେକ ଜିନିଷ ଜାଣିପାରିବା । ଲାଞ୍ଜ ଉପରକୁ ଟେକି ଆସୁଥିବା ବିରାଡ଼ି ଖୁସି ଥାଏ । କାନ ପଛକୁ କଲେ ସେ ଭୟଭୀତ ବା ରାଗିଥାଏ । ବିରାଡ଼ି ଘରର ମୂଷା ଓ କୀଟପତଙ୍ଗଙ୍କୁ ନିୟନ୍ତ୍ରଣ କରେ । ଗାଁରେ ଚାଷୀମାନେ ଶସ୍ୟ ରକ୍ଷା ପାଇଁ ବିରାଡ଼ି ପୋଷନ୍ତି । ଏହି ପ୍ରାଣୀମାନଙ୍କ ପ୍ରତି ଦୟା ଦେଖାଇବା ଆମର କର୍ତ୍ତବ୍ୟ । ବିରାଡ଼ି ରୋଗର ଲକ୍ଷଣ ମଧ୍ୟ ଆଗରୁ ଜାଣିପାରେ ବୋଲି କେତେକ ଡାକ୍ତରଖାନା ରିପୋର୍ଟ ଦେଇଛନ୍ତି । — [340, 189, 740, 413]
sudoku-answer-cell: 9 — [1404, 2123, 1421, 2141]
sudoku-answer-cell: 7 — [1472, 2178, 1489, 2196]
sudoku-answer-cell: 4 — [1438, 2069, 1455, 2087]
sudoku-answer-cell: 4 — [1353, 2160, 1370, 2178]
address-note: advertisements, commercial queries) — [1213, 1471, 1457, 1485]
article2-col1: ଭାରତରେ ପ୍ରଥମ ଥର ୧୯୨୩ ମସିହାରେ ଚେନ୍ନାଇଠାରେ ମେ ଦିବସ ପାଳନ କରାଯାଇଥିଲା । ସ୍ୱାଧୀନତା ପରେ ଶ୍ରମିକଙ୍କ ସୁରକ୍ଷା ପାଇଁ ଅନେକ ଆଇନ ପ୍ରଣୟନ ହୋଇଥିଲା । କାରଖାନା ଆଇନ, ସର୍ବନିମ୍ନ ମଜୁରି ଆଇନ, ଶିଳ୍ପ ବିବାଦ ଆଇନ ଏହାର ଉଦାହରଣ । କିନ୍ତୁ ଦେଶର ଅଧିକାଂଶ ଶ୍ରମିକ ଅସଂଗଠିତ କ୍ଷେତ୍ରରେ କାମ କରୁଛନ୍ତି । ସେମାନଙ୍କ ପାଇଁ ସାମାଜିକ ସୁରକ୍ଷା ଏବେ ମଧ୍ୟ ଏକ ସ୍ୱପ୍ନ । କୃଷି ଶ୍ରମିକ, ନିର୍ମାଣ ଶ୍ରମିକ, ଘରୋଇ କର୍ମଚାରୀ ଓ ଫେରିବାଲାଙ୍କ ସମସ୍ୟା ଗୁରୁତର । ଉଦାରୀକରଣ ପରେ ଠିକା ପ୍ରଥା ବଢ଼ିଛି ଓ ସ୍ଥାୟୀ ଚାକିରି କମିଛି । ଶ୍ରମିକ ସଂଗଠନର ଶକ୍ତି ଦୁର୍ବଳ ହୋଇପଡ଼ିଛି । ମହିଳା ଶ୍ରମିକମାନେ ସମାନ କାମ ପାଇଁ ସମାନ ମଜୁରି ପାଉନାହାନ୍ତି । ଶିଶୁ ଶ୍ରମ ଏବେ ମଧ୍ୟ ସମାଜର ଏକ କଳଙ୍କ । ପ୍ରବାସୀ ଶ୍ରମିକଙ୍କ ଦୁର୍ଦ୍ଦଶା ଅତ୍ୟନ୍ତ ଦୁଃଖଦାୟକ । ଓଡ଼ିଶାରୁ ହଜାର ହଜାର ଶ୍ରମିକ ଅନ୍ୟ ରାଜ୍ୟକୁ କାମ ଖୋଜି ଯାଉଛନ୍ତି । ସେଠାରେ ସେମାନେ ଶୋଷଣର ଶିକାର ହେଉଛନ୍ତି । — [5, 1241, 325, 1500]
article2-col2: ମଜୁରି ବଢ଼ାଇବା ଦାବିରେ ଆନ୍ଦୋଳନ ହେଉଛି । ଉତ୍ପାଦନ ବଢ଼ିଲେ ମଧ୍ୟ ଶ୍ରମିକଙ୍କ ଅଂଶ କମିଯାଉଛି । ବିଶ୍ୱାୟନର ଯୁଗରେ ପୁଞ୍ଜି ସହଜରେ ଗୋଟିଏ ଦେଶରୁ ଅନ୍ୟ ଦେଶକୁ ଯାଉଛି । ଶ୍ରମିକଙ୍କ ସ୍ୱାସ୍ଥ୍ୟ, ଶିକ୍ଷା ଓ ବାସଗୃହ ପାଇଁ ସରକାର ଅଧିକ ଧ୍ୟାନ ଦେବା ଦରକାର । ଶ୍ରମ ଆଇନ ସଂସ୍କାର ନାମରେ ଶ୍ରମିକଙ୍କ ଅଧିକାର ସଙ୍କୁଚିତ ହେବା ଉଚିତ ନୁହେଁ । ସଂଗଠିତ ହୋଇ ନିଜ ଅଧିକାର ପାଇଁ ସଂଗ୍ରାମ କରିବା ହିଁ ଶ୍ରମିକଙ୍କ ପାଇଁ ଏକମାତ୍ର ପଥ । ମେ ଦିବସ ଆମକୁ ସେହି ସଂଗ୍ରାମର କଥା ମନେ ପକାଇଦିଏ । — [340, 1043, 625, 1215]
sudoku-cell[interactable]: 9 — [1261, 1748, 1291, 1778]
address-note: (Use only for letters to Editor, news & news photos) — [1193, 1381, 1477, 1413]
sudoku-answer-cell: 2 — [1472, 2105, 1489, 2123]
address-line: ବି-୧୫, ସତ୍ୟନଗର ଶିଳ୍ପାଞ୍ଚଳ, ଭୁବନେଶ୍ୱର-୭୫୧୦୧୦ — [1202, 1326, 1468, 1341]
sudoku-answer-cell: 1 — [1455, 2087, 1472, 2105]
sudoku-cell[interactable] — [1379, 1955, 1409, 1985]
sudoku-cell[interactable] — [1261, 1955, 1291, 1985]
chirantani-poem — [6, 56, 316, 207]
sudoku-cell[interactable]: 9 — [1202, 1925, 1232, 1955]
article2-email: bhalachandra.odisha@gmail.com — [948, 1786, 1166, 1801]
